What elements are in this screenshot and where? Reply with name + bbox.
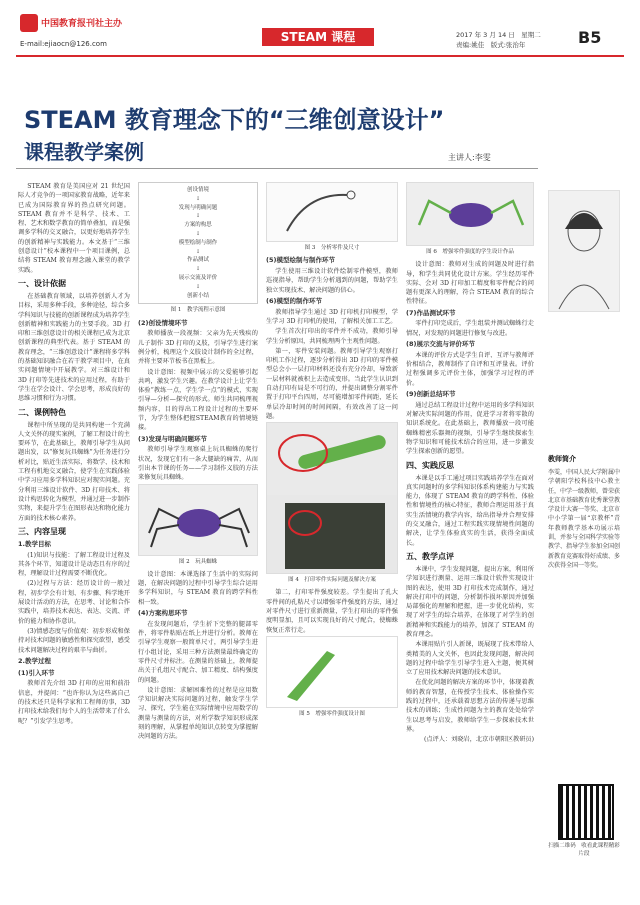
flow-arrow-icon: ↓ — [195, 213, 201, 220]
fig6-caption: 图 6 增强零件强度的学生设计作品 — [426, 249, 514, 255]
heading-reflect: 四、实践反思 — [406, 460, 454, 470]
flow-step: 作品测试 — [186, 257, 209, 264]
title-rule — [16, 168, 538, 169]
test-paragraph-3: 第二，打印零件强度较差。学生提出了孔大零件间的孔粘尺寸以增强零件强度的方法，通过对零件尺寸进行重新测量，学生打印出的零件强度明显加，且可以实现良好的尺寸配合，使蜘蛛恢复正常行走。 — [266, 589, 398, 634]
heading-goal: 1.教学目标 — [18, 539, 51, 548]
draw-paragraph: 学生使用三维设计软件绘制零件模型，教师巡视指导，帮助学生分析遇到的问题，帮助学生独立实现技术、解决问题的信心。 — [266, 268, 398, 294]
flow-arrow-icon: ↓ — [195, 248, 201, 255]
fig2-caption: 图 2 玩具蜘蛛 — [178, 558, 218, 565]
test-paragraph-2: 第一，零件安装问题。教师引导学生观察打印机工作过程，逐步分析得出 3D 打印的零件模型总会小一层打印材料还没有充分冷却，导致新一层材料就被积上去造成变形。当此学生认识到自动打印有局是不可行的，并提出调整分割零件置于打印平台四周，尽可能增加零件间距，延长单层冷却时间的时间间隔，有效改善了这一问题。 — [266, 347, 398, 420]
column-1 — [18, 182, 130, 882]
comment-paragraph: 本课中，学生发现问题，提出方案，利用所学知识进行测量、运用三维设计软件实现设计图的表达，使用 3D 打印技术完成制作，通过解决打印中的问题，分析制作损坏原因并加强局部强化的理解和把握，进一步优化结构，实现了对学生的综合培养，在体现了对学生的创新精神和实践能力的培养，加深了 STEAM 的教育理念。 — [406, 565, 534, 638]
find-paragraph: 教师引导学生观察桌上玩具蜘蛛的爬行状况，发现它们有一条大腿缺的痛苦，从而引出本节课的任务——学习制作义肢的方法来修复玩具蜘蛛。 — [138, 446, 258, 482]
create-paragraph: 教师播放一段视频：父亲为先天残疾的儿子制作 3D 打印的义肢，引导学生进行案例分析，梳理这个义肢设计制作的全过程，并将主要环节板书在黑板上。 — [138, 330, 258, 366]
column-2 — [138, 182, 258, 882]
heading-analysis: 二、课例特色 — [18, 407, 66, 417]
flow-step: 创设情境 — [186, 187, 209, 193]
model-paragraph: 教师指导学生通过 3D 打印机打印模型，学生学习 3D 打印机的使用，了解相关加工工艺。 — [266, 308, 398, 325]
heading-comment: 五、教学点评 — [406, 551, 454, 561]
test-paragraph: 学生首次打印出的零件并不成功，教师引导学生分析原因，共同梳理两个主观性问题。 — [266, 328, 398, 345]
newspaper-logo — [20, 12, 132, 36]
fig5-cad-screenshot — [266, 636, 398, 708]
plan-paragraph: 在发现问题后，学生折下完整的腿部零件，将零件粘贴在纸上并进行分析。教师在引导学生观察一般简单尺寸，两引导学生进行小组讨论，采用三种方法测量最终确定的零件尺寸并标注。在测量的基础上，教师提出关于孔组尺寸配合、加工精度、结构强度的问题。 — [138, 620, 258, 684]
find-design-paragraph: 设计意图：本课选择了生活中的实际问题，在解决问题的过程中引导学生综合运用多学科知识，与 STEAM 教育的跨学科性相一致。 — [138, 570, 258, 606]
flow-step: 发现与明确问题 — [178, 204, 218, 211]
date-line: 2017 年 3 月 14 日 星期二 — [456, 31, 541, 39]
logo-mark-icon — [20, 14, 38, 32]
fig6-spider-photo — [406, 182, 534, 246]
editor-line: 责编:姚佳 版式:张治年 — [456, 41, 526, 49]
portrait-sketch-icon — [549, 191, 619, 311]
fig4-caption: 图 4 打印零件实际问题及解决方案 — [288, 577, 376, 584]
reflect-paragraph: 本课是以手工通过项目实践培养学生在面对真实问题时的多学科知识体系构建能力与实践能力，体现了 STEAM 教育的跨学科性、体验性和情境性的核心特征，教师合理运用基于真实生活情境的教学内容，给出指导并合理安排的交叉融合，通过工程实践实现情境性问题的解决，让学生体验真实的生活，获得全面成长。 — [406, 474, 534, 547]
author-portrait — [548, 190, 620, 312]
heading-test: (7)作品测试环节 — [406, 308, 456, 317]
column-4 — [406, 182, 534, 882]
intro-step-paragraph: 教师首先介绍 3D 打印的应用和前沿信息，并提问：“也许你认为这些离自己的技术还只是科学家和工程师的事，3D 打印技术给我们每个人的生活带来了什么呢？”引发学生思考。 — [18, 680, 130, 725]
section-label: STEAM 课程 — [262, 28, 374, 46]
goal-3: (3)情感态度与价值观：初步形成和保持对技术问题的敏感性和探究欲望，感受技术问题解决过程的艰辛与曲折。 — [18, 627, 130, 654]
flow-step: 展示交流及评价 — [178, 274, 218, 281]
fig4-print-photo — [266, 422, 398, 574]
summary-paragraph: 通过总结工程设计过程中运用的多学科知识对解决实际问题的作用，促进学习者将零散的知识系统化。在此基础上，教师播放一段可能蜘蛛精密乐器舞的视频，引导学生继续探索生物学知识和可能技术结合的应用，进一步激发学生探索创新的愿望。 — [406, 401, 534, 456]
bio-heading: 教师简介 — [548, 455, 576, 463]
fig3-caption: 图 3 分析零件及尺寸 — [304, 245, 360, 251]
show-paragraph: 本课的评价方式是学生自评、互评与教师评价相结合，教师制作了自评和互评量表。评价过程强调多元评价主体，加强学习过程的评价。 — [406, 351, 534, 387]
flow-arrow-icon: ↓ — [195, 283, 201, 290]
flow-arrow-icon: ↓ — [195, 266, 201, 273]
flow-step: 创新小结 — [186, 292, 209, 299]
flowchart — [138, 182, 258, 304]
heading-create: (2)创设情境环节 — [138, 318, 188, 327]
intro-paragraph: STEAM 教育是美国应对 21 世纪国际人才竞争的一项国家教育战略，近年来已成为国际教育界的热点研究问题。STEAM 教育并不是科学、技术、工程、艺术和数学教育的简单叠加，而是强调多学科的交叉融合，以更好地培养学生的创新精神与实践能力。本文基于“三维创意设计”校本课程中一个项目课例，总结将 STEAM 教育理念融入课堂的教学实践。 — [18, 183, 130, 274]
heading-draw: (5)模型绘制与制作环节 — [266, 256, 335, 265]
plan-design-paragraph: 设计意图：求解困难性的过程是应用数学知识解决实际问题的过程，触发学生学习、探究，学生能在实际情境中应用数学的测量与测量的方法，对所学数学知识形成深刻的理解，从掌握单纯知识点转变为掌握解决问题的方法。 — [138, 686, 258, 741]
printed-parts-icon — [267, 423, 398, 573]
masthead — [0, 0, 640, 56]
spider-icon — [139, 485, 258, 555]
comment-signature: (点评人：刘晓岩，北京市朝阳区教研员) — [423, 736, 534, 744]
flow-step: 方案的构思 — [184, 222, 212, 229]
masthead-rule — [16, 55, 624, 57]
basis-paragraph: 在基础教育领域，以培养创新人才为目标，采用多种手段，多种途径，综合多学科知识与技能的创新课程成为培养学生创新精神和实践能力的主要手段。3D 打印和三维创意设计的相关课程已成为北京创新课程的典型代表。基于 STEAM 的教育理念，“三维创意设计”课程将多学科的基础知识融合在若干教学项目中，在真实问题情境中开展教学。对三维设计和 3D 打印等先进技术的应用过程，有助于学生在学会设计、学会思考，形成良好的思维习惯和行为习惯。 — [18, 292, 130, 403]
page-number: B5 — [578, 28, 602, 47]
goal-1: (1)知识与技能：了解工程设计过程及其各个环节，知道设计是动态且有序的过程，理解设计过程需要不断优化。 — [18, 551, 130, 578]
article-title-line2: 课程教学案例 — [24, 140, 144, 164]
cad-model-icon — [267, 637, 398, 707]
work-test-paragraph: 零件打印完成后，学生组装并测试蜘蛛行走情况，对发现的问题进行修复与改进。 — [406, 320, 534, 337]
heading-content: 三、内容呈现 — [18, 526, 66, 536]
flow-arrow-icon: ↓ — [195, 230, 201, 237]
fig2-spider-photo — [138, 484, 258, 556]
heading-model: (6)模型的制作环节 — [266, 296, 322, 305]
heading-summary: (9)创新总结环节 — [406, 390, 456, 399]
qr-caption: 扫描二维码 收看此课程精彩片段 — [548, 843, 620, 858]
article-title-line1: STEAM 教育理念下的“三维创意设计” — [24, 106, 445, 134]
flow-step: 模型绘制与制作 — [178, 239, 218, 246]
create-design-paragraph: 设计意图：视频中展示的父爱能够引起共鸣，激发学生兴趣。在教学设计上让学生体验“教练一点，学生学一点”的模式，实现引导—分析—探究的形式。师生共同梳理视频内容，目的得出工程设计过程的主要环节，为学生整体把握STEAM教育的情境链接。 — [138, 368, 258, 432]
comment-paragraph-2: 本课用贴片引人新课，既展现了技术带给人类精美的人文关怀，也因此发现问题，解决问题的过程中给学生引导学生进入主题，便其树立了应用技术解决问题的技术意识。 — [406, 641, 534, 677]
heading-show: (8)展示交流与评价环节 — [406, 340, 475, 349]
heading-plan: (4)方案构思环节 — [138, 609, 188, 617]
fig3-part-sketch — [266, 182, 398, 242]
sidebar — [542, 182, 624, 882]
comment-paragraph-3: 在优化问题的解决方案的环节中，体现着教师的教育智慧，在传授学生技术、体验操作实践的过程中，还承载着思想方法的传递与思维技术的训练；生成性问题为主的教育处处给学生以思考与启发，教师给学生一步探索技术世界。 — [406, 679, 534, 733]
fig1-caption: 图 1 教学流程示意图 — [170, 307, 226, 314]
email: E-mail:ejiaocn@126.com — [20, 40, 107, 48]
heading-intro: (1)引入环节 — [18, 668, 55, 677]
logo-text: 中国教育报刊社主办 — [41, 19, 123, 29]
qr-code[interactable] — [558, 784, 614, 840]
heading-find: (3)发现与明确问题环节 — [138, 434, 207, 443]
column-3 — [266, 182, 398, 882]
author-line: 主讲人:李雯 — [448, 153, 491, 162]
heading-basis: 一、设计依据 — [18, 278, 66, 288]
flow-arrow-icon: ↓ — [195, 195, 201, 202]
fig6-design-paragraph: 设计意图：教师对生成的问题及时进行指导，和学生共同优化设计方案。学生经历零件实际、会对 3D 打印加工精度和零件配合的问题有更深入的理解，符合 STEAM 教育的综合性特征。 — [406, 261, 534, 306]
author-bio: 李雯，中国人民大学附属中学朝阳学校科技中心教主任，中学一级教师，曾荣获北京市基础教育优秀课堂教学设计大赛一等奖、北京市中小学第一届“京教杯”青年教师教学基本功展示培训，并参与全国科学实验等教学、指导学生参加全国创新教育竞赛取得好成绩、多次获得全国一等奖。 — [548, 469, 621, 569]
fig5-caption: 图 5 增强零件强度设计图 — [299, 710, 365, 717]
spider-icon — [407, 183, 534, 245]
analysis-paragraph: 课程中所呈现的是共同构建一个充满人文关怀的现实案例，了解工程设计的主要环节，在此基础上，教师引导学生从问题出发，以“修复玩具蜘蛛”为任务进行分析对比，贴近生活实际，将数学、技术和工程有机地交叉融合，使学生在实践体验中学习应用多学科知识应对现实问题。充分利用三维设计软件、3D 打印技术、将设计构思转化为模型，并通过进一步制作实物，来提升学生在图形表达和物化能力方面的技术核心素养。 — [18, 421, 130, 522]
leg-sketch-icon — [267, 183, 398, 241]
heading-process: 2.教学过程 — [18, 656, 51, 665]
goal-2: (2)过程与方法：经历设计的一般过程，初步学会有计划、有步骤、科学地开展设计活动的方法，在思考、讨论和合作实践中，培养技术表达、表达、交流、评价的能力和协作意识。 — [18, 580, 130, 625]
